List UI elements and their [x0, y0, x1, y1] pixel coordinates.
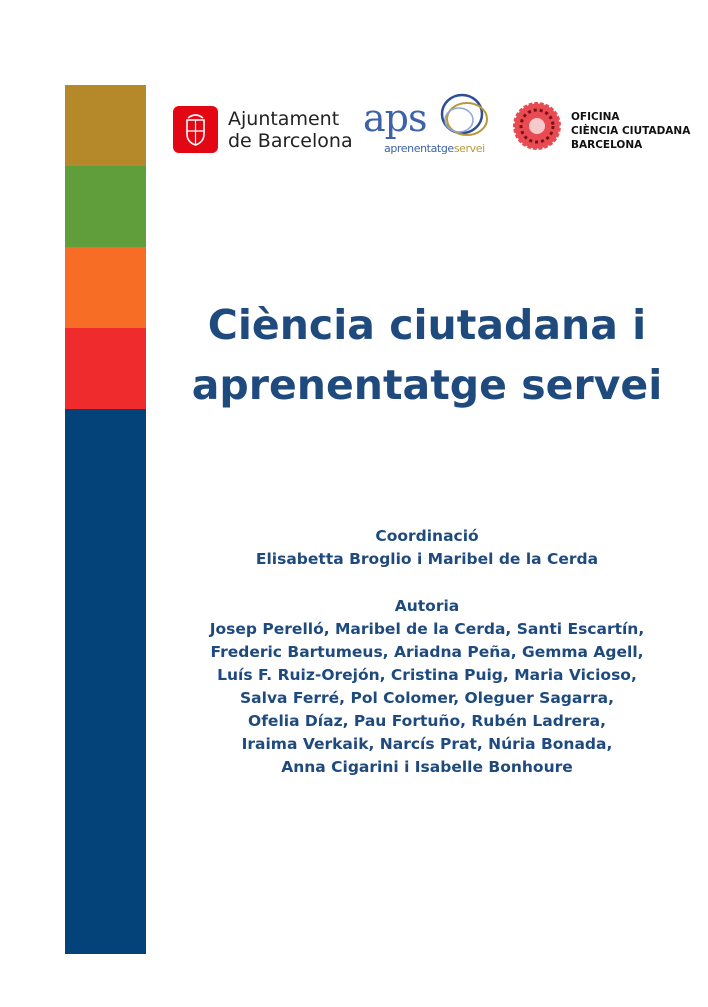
title-line2: aprenentatge servei: [191, 361, 663, 409]
color-stripe-green: [65, 166, 146, 247]
authorship-heading: Autoria: [394, 597, 460, 615]
document-title: [146, 295, 708, 415]
color-stripe-orange: [65, 247, 146, 328]
oficina-line1: OFICINA: [571, 111, 620, 123]
author-line: Luís F. Ruiz-Orejón, Cristina Puig, Maria Vicioso,: [217, 666, 637, 684]
coordination-section: [146, 525, 708, 571]
aps-rings-icon: [435, 92, 491, 142]
author-line: Ofelia Díaz, Pau Fortuño, Rubén Ladrera,: [248, 712, 606, 730]
oficina-flower-icon: [511, 97, 563, 155]
authorship-section: [146, 595, 708, 779]
author-line: Josep Perelló, Maribel de la Cerda, Santi Escartín,: [209, 620, 645, 638]
coordination-names: Elisabetta Broglio i Maribel de la Cerda: [255, 550, 599, 568]
aps-sub1: aprenentatge: [384, 142, 454, 155]
barcelona-shield-icon: [173, 106, 218, 153]
author-line: Anna Cigarini i Isabelle Bonhoure: [281, 758, 573, 776]
color-stripe-red: [65, 328, 146, 409]
author-line: Salva Ferré, Pol Colomer, Oleguer Sagarra,: [240, 689, 614, 707]
color-stripe-gold: [65, 85, 146, 166]
author-line: Iraima Verkaik, Narcís Prat, Núria Bonada,: [241, 735, 613, 753]
ajuntament-line2: de Barcelona: [228, 130, 353, 152]
coordination-heading: Coordinació: [375, 527, 479, 545]
aps-wordmark: aps: [363, 96, 427, 140]
title-line1: Ciència ciutadana i: [207, 301, 647, 349]
author-line: Frederic Bartumeus, Ariadna Peña, Gemma Agell,: [210, 643, 644, 661]
color-stripe-blue: [65, 409, 146, 954]
oficina-line2: CIÈNCIA CIUTADANA: [571, 125, 691, 137]
oficina-line3: BARCELONA: [571, 139, 643, 151]
aps-sub2: servei: [453, 142, 485, 155]
ajuntament-line1: Ajuntament: [228, 108, 340, 130]
aps-logo: [363, 92, 493, 158]
